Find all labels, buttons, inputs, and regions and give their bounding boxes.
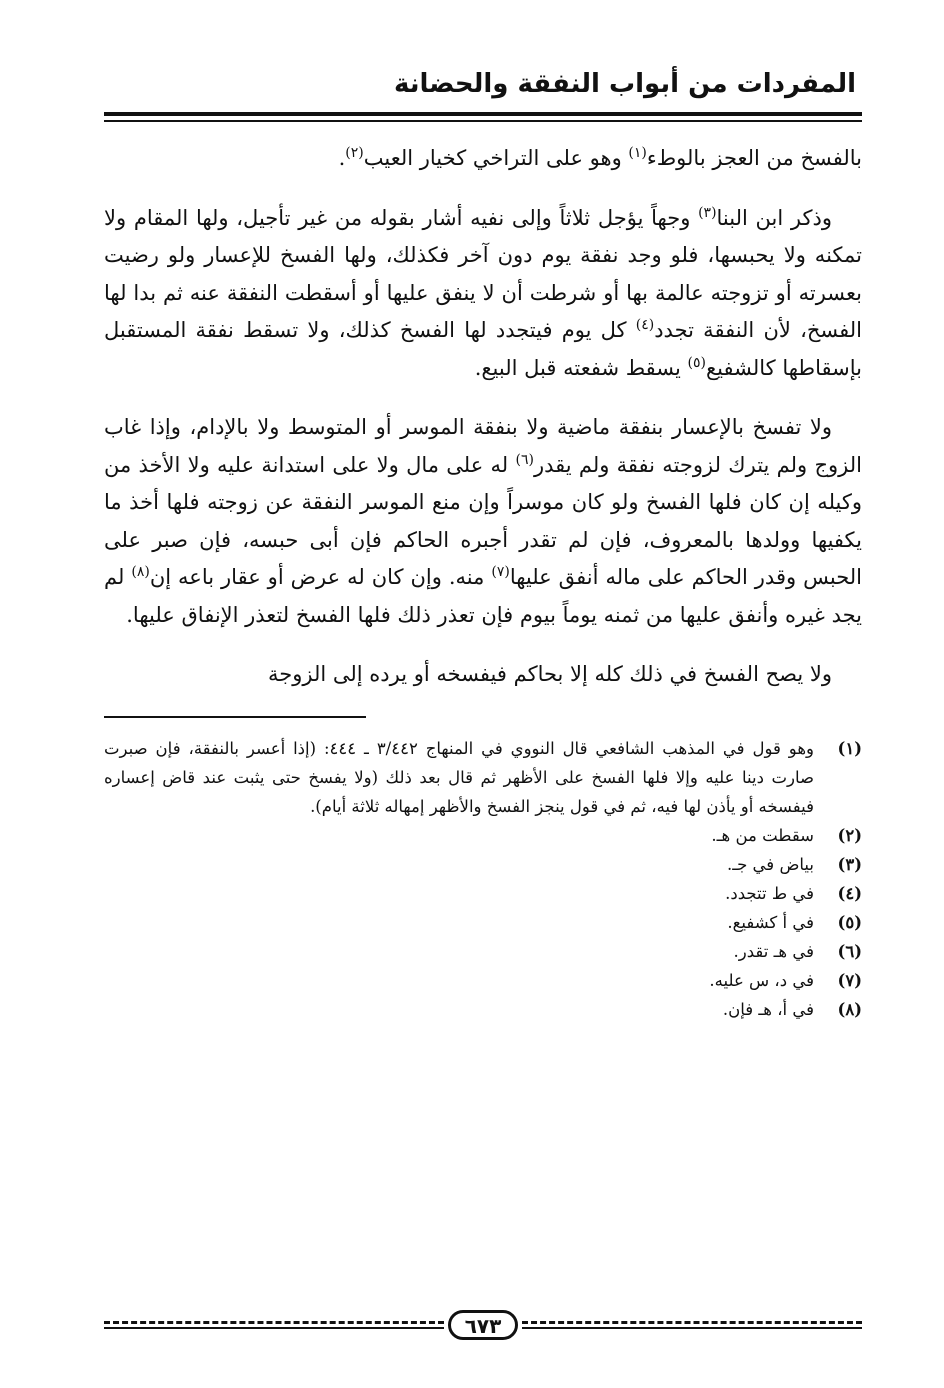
text-run: لم يجد غيره وأنفق عليها من ثمنه يوماً بيوم فإن تعذر ذلك فلها الفسخ لتعذر الإنفاق عليها. [104, 565, 862, 627]
footnote [104, 995, 862, 1024]
running-header-title: المفردات من أبواب النفقة والحضانة [393, 69, 856, 99]
text-run: منه. وإن كان له عرض أو عقار باعه إن [149, 565, 492, 589]
footnote-text: في أ، هـ فإن. [722, 999, 814, 1019]
footnote-reference: (٣) [698, 204, 717, 221]
text-run: وهو على التراخي كخيار العيب [363, 146, 629, 170]
text-run: كل يوم فيتجدد لها الفسخ كذلك، ولا تسقط نفقة المستقبل بإسقاطها كالشفيع [104, 318, 862, 380]
text-run: . [338, 146, 346, 170]
paragraph [104, 409, 862, 634]
footnote [104, 850, 862, 879]
footnote-text: في هـ تقدر. [733, 941, 814, 961]
text-run: ولا يصح الفسخ في ذلك كله إلا بحاكم فيفسخه أو يرده إلى الزوجة [267, 662, 832, 686]
footnote-number: (٣) [837, 854, 862, 874]
footnote-reference: (١) [628, 145, 647, 161]
footnote-text: في ط تتجدد. [725, 883, 814, 903]
paragraph [104, 140, 862, 178]
footnote-number: (١) [837, 738, 862, 758]
footnote-number: (٤) [837, 883, 862, 903]
footnote-number: (٦) [837, 941, 862, 961]
footnote-text: بياض في جـ. [727, 854, 814, 874]
footer-dashed-line-left [104, 1320, 444, 1330]
paragraph [104, 656, 862, 694]
footnote [104, 937, 862, 966]
footnote [104, 821, 862, 850]
header-rule-thin [104, 120, 862, 122]
footnote-number: (٢) [837, 825, 862, 845]
footnotes [104, 734, 862, 1024]
text-run: بالفسخ من العجز بالوطء [646, 146, 862, 170]
footer-dashed-line-right [522, 1320, 862, 1330]
footnote-reference: (٦) [515, 451, 534, 468]
footnote-text: في أ كشفيع. [727, 912, 814, 932]
footnote [104, 908, 862, 937]
text-run: له على مال ولا على استدانة عليه ولا الأخذ من وكيله إن كان فلها الفسخ ولو كان موسراً وإن منع الموسر النفقة عن زوجته فلها أخذ ما يكفيها وولدها بالمعروف، فإن لم تقدر أجبره الحاكم فإن أبى حبسه، فإن صبر على الحبس وقدر الحاكم على ماله أنفق عليها [104, 452, 862, 589]
footnote-reference: (٤) [635, 317, 655, 333]
footnote-number: (٨) [837, 999, 862, 1019]
text-run: يسقط شفعته قبل البيع. [474, 355, 688, 380]
footnote-text: سقطت من هـ. [711, 825, 814, 845]
footnote-reference: (٨) [131, 564, 150, 580]
footnote-text: في د، س عليه. [709, 970, 814, 990]
footnote-number: (٧) [837, 970, 862, 990]
footnote-reference: (٢) [345, 145, 364, 161]
footnote-reference: (٥) [687, 354, 706, 371]
text-run: ولا تفسخ بالإعسار بنفقة ماضية ولا بنفقة الموسر أو المتوسط ولا بالإدام، وإذا غاب الزوج ولم يترك لزوجته نفقة ولم يقدر [104, 415, 862, 477]
paragraph [104, 200, 862, 388]
text-run: وذكر ابن البنا [716, 205, 833, 230]
footnote-reference: (٧) [491, 564, 510, 580]
page-number: ٦٧٣ [448, 1310, 519, 1340]
header-rule-thick [104, 112, 862, 116]
main-text [104, 140, 862, 694]
footnote-number: (٥) [837, 912, 862, 932]
text-run: وجهاً يؤجل ثلاثاً وإلى نفيه أشار بقوله من غير تأجيل، ولها المقام ولا تمكنه ولا يحبسها، فلو وجد نفقة يوم دون آخر فكذلك، ولها الفسخ للإعسار ولو رضيت بعسرته أو تزوجته عالمة بها أو شرطت أن لا ينفق عليها أو أسقطت النفقة عنه ثم بدا لها الفسخ، لأن النفقة تجدد [104, 205, 862, 342]
page-footer [104, 1308, 862, 1342]
footnote [104, 879, 862, 908]
footnote [104, 734, 862, 821]
footnote [104, 966, 862, 995]
footnote-text: وهو قول في المذهب الشافعي قال النووي في المنهاج ٣/٤٤٢ ـ ٤٤٤: (إذا أعسر بالنفقة، فإن صبرت صارت دينا عليه وإلا فلها الفسخ على الأظهر ثم قال بعد ذلك (ولا يفسخ حتى يثبت عند قاض إعساره فيفسخه أو يأذن لها فيه، ثم في قول ينجز الفسخ والأظهر إمهاله ثلاثة أيام). [104, 738, 814, 816]
document-page [104, 62, 862, 1362]
footnote-separator [104, 716, 366, 718]
